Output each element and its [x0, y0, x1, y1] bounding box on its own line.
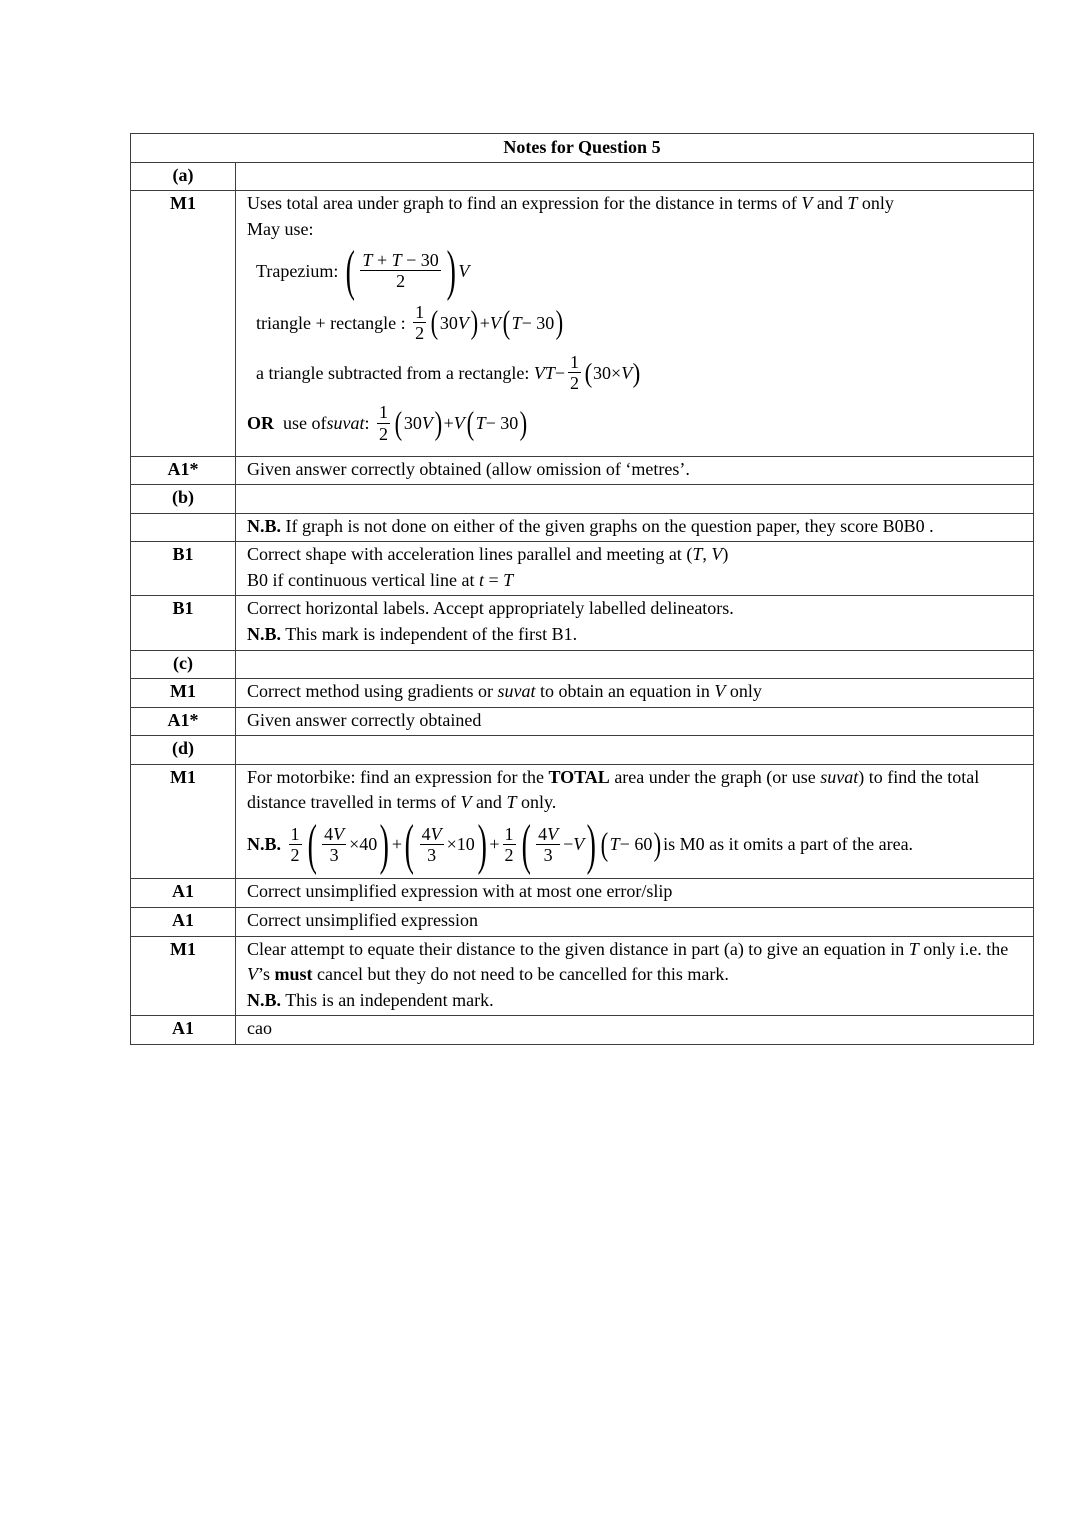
text-run: Uses total area under graph to find an expression for the distance in terms of: [247, 193, 802, 214]
notes-cell: [236, 908, 1034, 937]
text-run: [281, 832, 286, 858]
text-run: If graph is not done on either of the given graphs on the question paper, they score B0B0 .: [281, 515, 934, 536]
text-run: T: [475, 413, 486, 434]
mark-cell: B1: [131, 596, 236, 650]
paren-group: ( $\frac{4V}{3}$ ×10 ): [404, 813, 487, 876]
text-run: T: [503, 569, 514, 590]
text-run: N.B.: [247, 624, 282, 645]
fraction: $\frac{4V}{3}$: [538, 823, 559, 865]
text-run: −: [563, 834, 574, 855]
notes-cell: [236, 936, 1034, 1016]
mark-cell: [131, 513, 236, 542]
notes-title: Notes for Question 5: [131, 134, 1034, 163]
paren-group: ( 30× V ): [584, 358, 641, 389]
notes-cell: [236, 513, 1034, 542]
paren-group: ( 30 V ): [430, 305, 479, 342]
fraction: $\frac{1}{2}$: [290, 823, 300, 865]
text-run: Correct method using gradients or: [247, 681, 498, 702]
text-run: =: [483, 569, 504, 590]
text-run: suvat: [820, 766, 859, 787]
fraction: $\frac{1}{2}$: [415, 301, 425, 343]
text-run: suvat: [497, 681, 536, 702]
mark-cell: A1*: [131, 707, 236, 736]
text-block: [247, 596, 1022, 622]
text-block: [256, 240, 1022, 303]
text-run: cancel but they do not need to be cancelled for this mark.: [312, 964, 729, 985]
mark-cell: (a): [131, 162, 236, 191]
text-run: +: [391, 834, 403, 855]
notes-cell: [236, 707, 1034, 736]
text-run: ): [722, 544, 729, 565]
text-run: Correct shape with acceleration lines parallel and meeting at (: [247, 544, 693, 565]
text-run: N.B.: [247, 989, 282, 1010]
text-run: This mark is independent of the first B1.: [281, 624, 578, 645]
paren-group: ( $\frac{4V}{3}$ ×40 ): [307, 813, 390, 876]
notes-cell: [236, 485, 1034, 514]
notes-cell: [236, 1016, 1034, 1045]
table-row: [131, 1016, 1034, 1045]
text-run: Clear attempt to equate their distance to the given distance in part (a) to give an equation in: [247, 938, 909, 959]
table-row: [131, 908, 1034, 937]
mark-cell: A1*: [131, 456, 236, 485]
fraction: $\frac{4V}{3}$: [421, 823, 442, 865]
text-run: V: [714, 681, 726, 702]
text-block: [247, 708, 1022, 734]
notes-cell: [236, 650, 1034, 679]
text-run: N.B.: [247, 834, 282, 855]
text-run: V: [421, 413, 433, 434]
text-run: 30×: [593, 363, 622, 383]
text-block: [247, 813, 1022, 876]
fraction: $\frac{T + T - 30}{2}$: [362, 249, 439, 291]
title-row: [131, 134, 1034, 163]
text-run: 30: [439, 312, 458, 333]
text-run: suvat: [326, 413, 365, 434]
text-run: only: [725, 681, 762, 702]
text-run: 4: [421, 823, 431, 844]
text-run: May use:: [247, 218, 314, 239]
text-block: [247, 765, 1022, 816]
text-block: [256, 303, 1022, 344]
notes-cell: [236, 162, 1034, 191]
text-run: Given answer correctly obtained (allow omission of ‘metres’.: [247, 458, 690, 479]
notes-cell: [236, 456, 1034, 485]
notes-cell: [236, 191, 1034, 457]
text-run: +: [443, 413, 454, 434]
text-run: − 30: [401, 249, 439, 270]
text-block: [247, 542, 1022, 568]
mark-cell: B1: [131, 542, 236, 596]
paren-group: ( T − 30 ): [502, 305, 564, 342]
fraction: $\frac{4V}{3}$: [324, 823, 345, 865]
text-run: to obtain an equation in: [535, 681, 715, 702]
table-row: [131, 679, 1034, 708]
text-run: For motorbike: find an expression for the: [247, 766, 549, 787]
text-run: ×40: [349, 834, 378, 855]
table-row: [131, 542, 1034, 596]
text-run: +: [489, 834, 500, 855]
text-block: [247, 908, 1022, 934]
text-run: T: [609, 834, 620, 855]
text-run: V: [460, 792, 472, 813]
text-run: Correct unsimplified expression with at most one error/slip: [247, 881, 673, 902]
notes-table: [130, 133, 1034, 1045]
text-run: t: [478, 569, 484, 590]
text-run: ×10: [446, 834, 475, 855]
text-run: and: [471, 792, 507, 813]
text-block: [247, 217, 1022, 243]
table-row: [131, 191, 1034, 457]
text-run: +: [479, 312, 490, 333]
text-block: [247, 679, 1022, 705]
text-run: cao: [247, 1018, 272, 1039]
table-row: [131, 596, 1034, 650]
text-block: [247, 514, 1022, 540]
fraction: $\frac{1}{2}$: [570, 352, 580, 394]
text-run: triangle + rectangle :: [256, 312, 411, 333]
text-run: 30: [403, 413, 422, 434]
text-run: V: [489, 312, 501, 333]
text-block: [247, 457, 1022, 483]
text-block: [247, 403, 1022, 444]
table-row: [131, 764, 1034, 879]
text-block: [247, 191, 1022, 217]
text-run: TOTAL: [548, 766, 610, 787]
text-run: Trapezium:: [256, 260, 343, 281]
fraction: $\frac{1}{2}$: [504, 823, 514, 865]
text-run: only i.e. the: [918, 938, 1009, 959]
text-block: [247, 988, 1022, 1014]
table-row: [131, 650, 1034, 679]
mark-cell: (c): [131, 650, 236, 679]
paren-group: ( T − 30 ): [466, 405, 528, 442]
text-run: T: [362, 249, 373, 270]
text-run: use of: [274, 413, 327, 434]
table-row: [131, 879, 1034, 908]
mark-cell: A1: [131, 879, 236, 908]
text-block: [247, 1016, 1022, 1042]
notes-cell: [236, 736, 1034, 765]
notes-cell: [236, 764, 1034, 879]
text-run: is M0 as it omits a part of the area.: [663, 834, 914, 855]
text-run: ) to find the total distance travelled in terms of: [247, 766, 980, 813]
text-run: +: [372, 249, 392, 270]
text-block: [256, 353, 1022, 394]
text-run: T: [692, 544, 703, 565]
text-run: −: [554, 363, 566, 383]
text-run: V: [430, 823, 442, 844]
text-run: T: [506, 792, 517, 813]
text-run: must: [274, 964, 313, 985]
text-run: 4: [324, 823, 334, 844]
notes-cell: [236, 679, 1034, 708]
notes-cell: [236, 542, 1034, 596]
text-run: V: [247, 964, 258, 985]
table-row: [131, 456, 1034, 485]
text-run: − 60: [619, 834, 653, 855]
paren-group: ( $\frac{T + T - 30}{2}$ ): [345, 240, 456, 303]
text-run: VT: [533, 363, 555, 383]
text-run: V: [458, 260, 470, 281]
text-block: [247, 937, 1022, 988]
text-block: [247, 568, 1022, 594]
text-run: area under the graph (or use: [609, 766, 821, 787]
text-block: [247, 622, 1022, 648]
text-run: ,: [702, 544, 712, 565]
table-row: [131, 162, 1034, 191]
text-run: a triangle subtracted from a rectangle:: [256, 363, 534, 383]
text-run: V: [333, 823, 345, 844]
text-run: :: [364, 413, 375, 434]
text-run: Given answer correctly obtained: [247, 709, 482, 730]
text-run: V: [573, 834, 585, 855]
text-run: only.: [516, 792, 557, 813]
text-run: V: [801, 193, 813, 214]
text-run: B0 if continuous vertical line at: [247, 569, 479, 590]
notes-cell: [236, 596, 1034, 650]
text-run: T: [847, 193, 858, 214]
table-row: [131, 513, 1034, 542]
text-run: V: [547, 823, 559, 844]
text-run: T: [908, 938, 919, 959]
paren-group: ( T − 60 ): [600, 826, 662, 863]
text-run: This is an independent mark.: [281, 989, 494, 1010]
text-run: V: [453, 413, 465, 434]
text-block: [247, 879, 1022, 905]
mark-cell: M1: [131, 191, 236, 457]
text-run: − 30: [521, 312, 555, 333]
text-run: N.B.: [247, 515, 282, 536]
text-run: − 30: [485, 413, 519, 434]
text-run: T: [391, 249, 402, 270]
mark-cell: (b): [131, 485, 236, 514]
fraction: $\frac{1}{2}$: [379, 402, 389, 444]
text-run: Correct horizontal labels. Accept appropriately labelled delineators.: [247, 598, 734, 619]
mark-cell: M1: [131, 764, 236, 879]
table-row: [131, 936, 1034, 1016]
notes-cell: [236, 879, 1034, 908]
text-run: V: [711, 544, 723, 565]
mark-cell: M1: [131, 679, 236, 708]
text-run: ’s: [258, 964, 275, 985]
table-row: [131, 485, 1034, 514]
mark-cell: A1: [131, 1016, 236, 1045]
table-row: [131, 707, 1034, 736]
text-run: Correct unsimplified expression: [247, 910, 478, 931]
text-run: T: [511, 312, 522, 333]
table-row: [131, 736, 1034, 765]
paren-group: ( 30 V ): [394, 405, 442, 442]
text-run: only: [857, 193, 894, 214]
text-run: 4: [538, 823, 548, 844]
mark-cell: (d): [131, 736, 236, 765]
text-run: OR: [247, 413, 274, 434]
mark-cell: A1: [131, 908, 236, 937]
text-run: V: [457, 312, 469, 333]
text-run: V: [621, 363, 633, 383]
paren-group: ( $\frac{4V}{3}$ − V ): [521, 813, 597, 876]
mark-cell: M1: [131, 936, 236, 1016]
text-run: and: [812, 193, 848, 214]
